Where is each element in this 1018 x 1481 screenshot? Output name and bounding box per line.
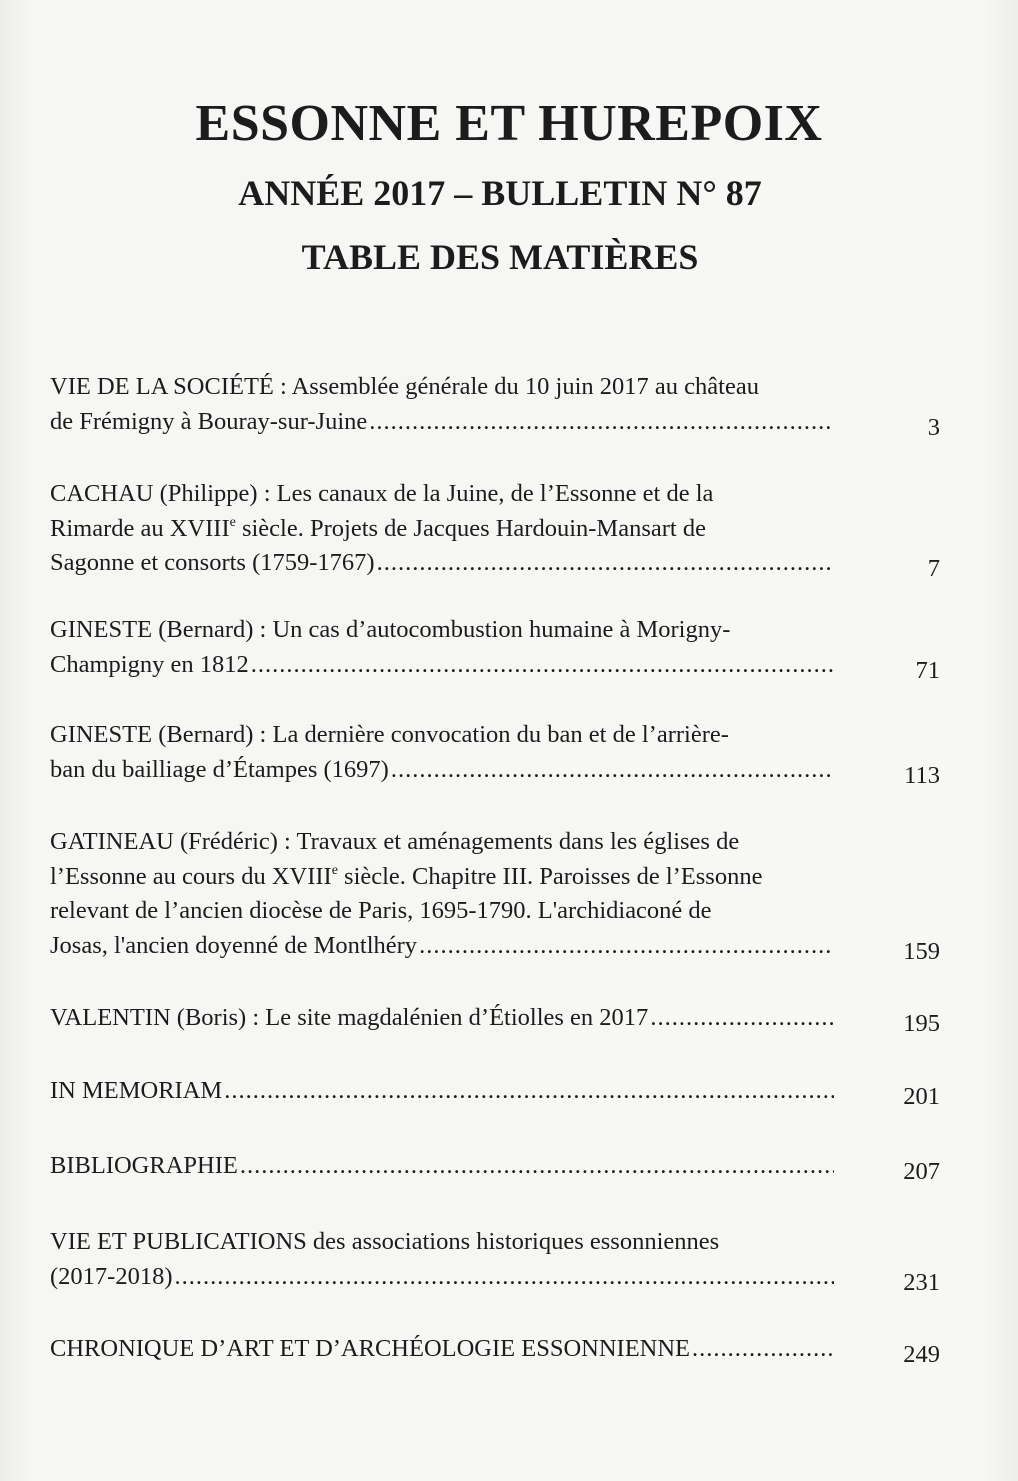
dot-leader xyxy=(650,1001,834,1036)
page-number: 201 xyxy=(903,1083,940,1110)
toc-entry-text: relevant de l’ancien diocèse de Paris, 1695-1790. L'archidiaconé de xyxy=(50,897,712,924)
page-number: 207 xyxy=(903,1158,940,1185)
dot-leader xyxy=(369,405,834,440)
toc-entry-last-line xyxy=(50,1260,834,1295)
page-number: 3 xyxy=(927,413,940,441)
toc-entry xyxy=(50,1332,940,1367)
toc-entry-text xyxy=(50,512,834,547)
toc-entry-text: ban du bailliage d’Étampes (1697) xyxy=(50,755,389,783)
toc-entry-text: CACHAU (Philippe) : Les canaux de la Juine, de l’Essonne et de la xyxy=(50,480,714,507)
bulletin-subtitle: ANNÉE 2017 – BULLETIN N° 87 xyxy=(238,173,762,213)
toc-entry-text: BIBLIOGRAPHIE xyxy=(50,1152,238,1179)
toc-entry xyxy=(50,370,940,439)
toc-entry-text xyxy=(50,860,834,895)
toc-entry-text: de Frémigny à Bouray-sur-Juine xyxy=(50,407,368,435)
page-number: 195 xyxy=(903,1010,940,1037)
toc-entry-text: Champigny en 1812 xyxy=(50,650,249,678)
toc-entry-text: CHRONIQUE D’ART ET D’ARCHÉOLOGIE ESSONNIENNE xyxy=(50,1335,691,1362)
toc-entry-last-line xyxy=(50,546,834,581)
toc-entry-text-part: l’Essonne au cours du XVIII xyxy=(50,862,332,890)
dot-leader xyxy=(692,1332,834,1367)
toc-entry-last-line xyxy=(50,648,834,683)
toc-entry-last-line xyxy=(50,1149,834,1184)
toc-entry xyxy=(50,825,940,963)
superscript: e xyxy=(331,862,338,878)
toc-entry-last-line xyxy=(50,929,834,964)
toc-entry-last-line xyxy=(50,1074,834,1109)
superscript: e xyxy=(229,514,236,530)
toc-entry-last-line xyxy=(50,1332,834,1367)
toc-entry-text: (2017-2018) xyxy=(50,1262,173,1290)
toc-entry-text-part: Rimarde au XVIII xyxy=(50,514,230,542)
toc-entry xyxy=(50,1149,940,1184)
page-number: 71 xyxy=(915,656,940,684)
toc-entry-text: IN MEMORIAM xyxy=(50,1077,223,1104)
page-number: 249 xyxy=(903,1341,940,1368)
toc-entry-text: GINESTE (Bernard) : Un cas d’autocombustion humaine à Morigny- xyxy=(50,616,731,643)
toc-entry-last-line xyxy=(50,1001,834,1036)
page-number: 7 xyxy=(927,555,940,582)
table-of-contents-heading: TABLE DES MATIÈRES xyxy=(301,237,699,277)
toc-entry xyxy=(50,477,940,581)
toc-entry-text: Josas, l'ancien doyenné de Montlhéry xyxy=(50,931,418,959)
toc-entry xyxy=(50,718,940,787)
toc-entry-text: Sagonne et consorts (1759-1767) xyxy=(50,549,375,576)
toc-entry xyxy=(50,1074,940,1109)
dot-leader xyxy=(419,929,834,964)
dot-leader xyxy=(391,753,834,788)
page-number: 159 xyxy=(903,937,940,965)
dot-leader xyxy=(224,1074,834,1109)
bulletin-title: ESSONNE ET HUREPOIX xyxy=(195,95,823,152)
dot-leader xyxy=(174,1260,834,1295)
toc-entry-text: GATINEAU (Frédéric) : Travaux et aménagements dans les églises de xyxy=(50,828,740,855)
dot-leader xyxy=(251,648,834,683)
toc-entry-text-part: siècle. Chapitre III. Paroisses de l’Essonne xyxy=(337,862,763,890)
dot-leader xyxy=(240,1149,834,1184)
page-number: 231 xyxy=(903,1268,940,1296)
toc-entry xyxy=(50,1001,940,1036)
toc-entry-text: GINESTE (Bernard) : La dernière convocation du ban et de l’arrière- xyxy=(50,721,729,748)
toc-entry-last-line xyxy=(50,753,834,788)
toc-entry-text-part: siècle. Projets de Jacques Hardouin-Mansart de xyxy=(235,514,706,542)
dot-leader xyxy=(377,546,834,581)
toc-entry-last-line xyxy=(50,405,834,440)
toc-entry xyxy=(50,1225,940,1294)
toc-entry-text: VIE DE LA SOCIÉTÉ : Assemblée générale du 10 juin 2017 au château xyxy=(50,373,759,400)
toc-entry-text: VIE ET PUBLICATIONS des associations historiques essonniennes xyxy=(50,1228,720,1255)
page-number: 113 xyxy=(904,761,940,789)
toc-entry xyxy=(50,613,940,682)
toc-entry-text: VALENTIN (Boris) : Le site magdalénien d’Étiolles en 2017 xyxy=(50,1004,649,1031)
